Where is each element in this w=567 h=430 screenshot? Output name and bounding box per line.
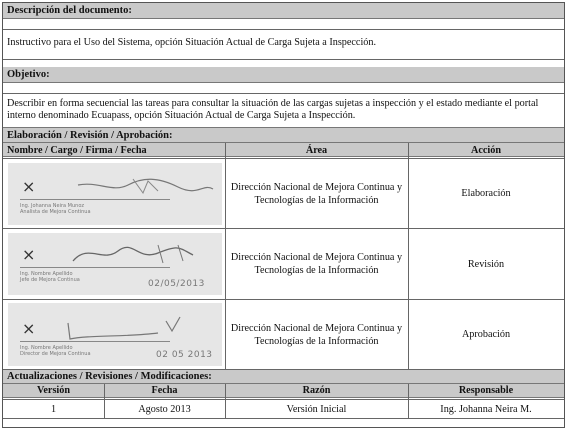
row1-accion: Elaboración — [461, 188, 511, 199]
signature-revision: × Ing. Nombre Apellido Jefe de Mejora Continua 02/05/2013 — [8, 233, 222, 295]
col-area: Área — [305, 145, 328, 156]
col-accion: Acción — [471, 145, 501, 156]
objetivo-heading: Objetivo: — [3, 67, 564, 83]
mod-row1-responsable: Ing. Johanna Neira M. — [440, 403, 532, 415]
mod-row1-version: 1 — [50, 403, 57, 415]
row2-accion: Revisión — [467, 258, 505, 270]
objetivo-text: Describir en forma secuencial las tareas para consultar la situación de las cargas sujetas a inspección y el estado mediante el portal interno denominado Ecuapass, opción Situación Actual de Carga Sujeta a Inspección. — [7, 98, 539, 121]
row3-accion: Aprobación — [461, 329, 511, 340]
col-version: Versión — [36, 385, 71, 396]
col-nombre: Nombre / Cargo / Firma / Fecha — [7, 145, 147, 156]
document-page — [2, 2, 565, 428]
col-responsable: Responsable — [458, 385, 514, 396]
row1-area: Dirección Nacional de Mejora Continua y Tecnologías de la Información — [230, 181, 403, 206]
elaboracion-heading: Elaboración / Revisión / Aprobación: — [3, 127, 564, 143]
descripcion-heading: Descripción del documento: — [3, 3, 564, 19]
row3-area: Dirección Nacional de Mejora Continua y Tecnologías de la Información — [230, 322, 403, 347]
col-fecha: Fecha — [151, 385, 178, 396]
row2-area: Dirección Nacional de Mejora Continua y Tecnologías de la Información — [230, 252, 403, 276]
col-razon: Razón — [302, 385, 331, 396]
revision-date: 02/05/2013 — [148, 279, 205, 289]
descripcion-text: Instructivo para el Uso del Sistema, opción Situación Actual de Carga Sujeta a Inspección. — [7, 37, 377, 48]
mod-row1-razon: Versión Inicial — [286, 403, 347, 415]
signature-elaboracion: × Ing. Johanna Neira Munoz Analista de Mejora Continua — [8, 163, 222, 225]
signature-aprobacion: × Ing. Nombre Apellido Director de Mejora Continua 02 05 2013 — [8, 303, 222, 366]
aprobacion-date: 02 05 2013 — [156, 350, 213, 360]
mod-row1-fecha: Agosto 2013 — [138, 403, 191, 415]
modificaciones-heading: Actualizaciones / Revisiones / Modificaciones: — [3, 370, 564, 384]
